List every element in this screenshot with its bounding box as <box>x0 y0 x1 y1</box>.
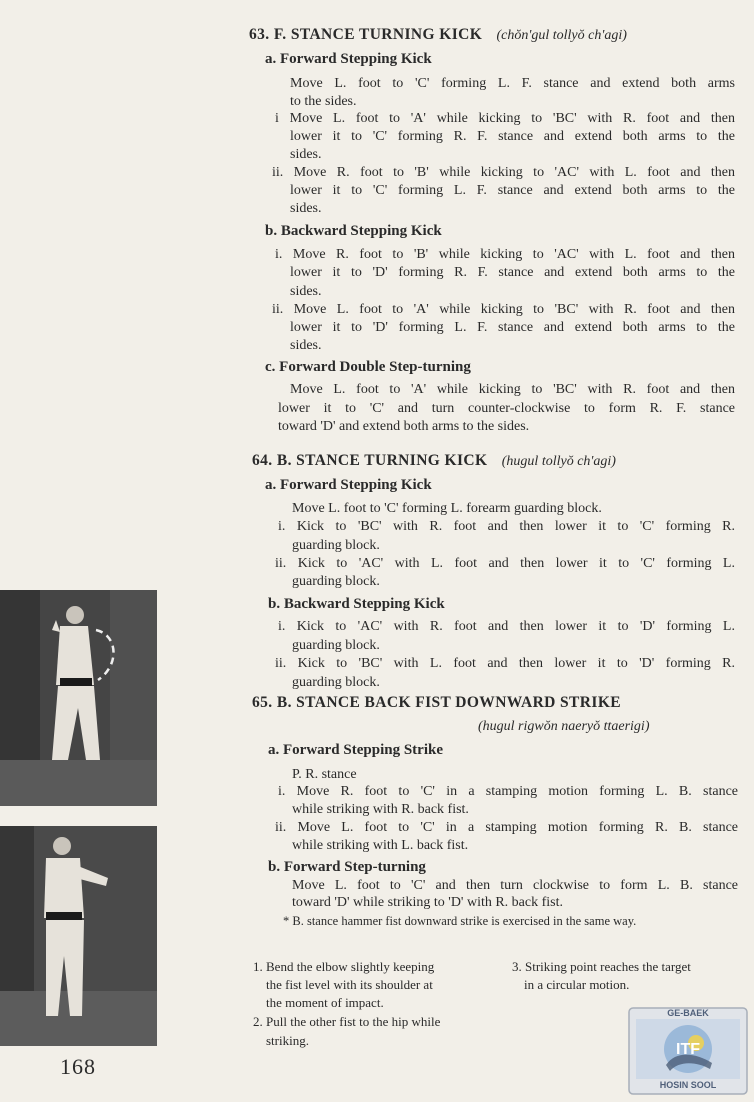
s63-b-title: b. Backward Stepping Kick <box>265 223 442 239</box>
s64-b-title: b. Backward Stepping Kick <box>268 596 445 612</box>
footnote-3-line1: 3. Striking point reaches the target <box>512 959 691 974</box>
footnote-3-line2: in a circular motion. <box>524 977 630 992</box>
s65-a-line1: P. R. stance <box>292 767 357 782</box>
s64-a-line3: guarding block. <box>292 538 380 553</box>
s65-b-title: b. Forward Step-turning <box>268 859 426 875</box>
section-63-romanization: (chŏn'gul tollyŏ ch'agi) <box>496 28 627 43</box>
s63-a-line3: i Move L. foot to 'A' while kicking to 'BC' with R. foot and then <box>275 111 735 126</box>
ge-baek-logo <box>626 1005 750 1097</box>
section-64-heading <box>252 452 616 470</box>
s65-a-line4: ii. Move L. foot to 'C' in a stamping motion forming R. B. stance <box>275 820 738 835</box>
section-64-romanization: (hugul tollyŏ ch'agi) <box>501 454 616 469</box>
s63-a-line4: lower it to 'C' forming R. F. stance and extend both arms to the <box>290 129 735 144</box>
footnote-2-line2: striking. <box>266 1033 309 1048</box>
footnote-2-line1: 2. Pull the other fist to the hip while <box>253 1014 441 1029</box>
s63-b-line3: sides. <box>290 284 322 299</box>
s64-b-line4: guarding block. <box>292 675 380 690</box>
section-63-heading <box>249 26 627 44</box>
s64-a-line2: i. Kick to 'BC' with R. foot and then lower it to 'C' forming R. <box>278 519 735 534</box>
s64-a-line4: ii. Kick to 'AC' with L. foot and then lower it to 'C' forming L. <box>275 556 735 571</box>
s64-a-line5: guarding block. <box>292 574 380 589</box>
section-63-title: 63. F. STANCE TURNING KICK <box>249 26 483 43</box>
page-number: 168 <box>60 1054 96 1079</box>
s63-b-line4: ii. Move L. foot to 'A' while kicking to 'BC' with R. foot and then <box>272 302 735 317</box>
logo-text-bottom: HOSIN SOOL <box>659 1080 717 1090</box>
s63-a-line8: sides. <box>290 201 322 216</box>
s65-b-line2: toward 'D' while striking to 'D' with R. back fist. <box>292 895 564 910</box>
s65-a-line2: i. Move R. foot to 'C' in a stamping motion forming L. B. stance <box>278 784 738 799</box>
s63-c-line3: toward 'D' and extend both arms to the sides. <box>278 419 530 434</box>
photo-turning-strike <box>0 590 157 806</box>
s63-b-line6: sides. <box>290 338 322 353</box>
photo-figure-1 <box>0 590 157 806</box>
s64-a-line1: Move L. foot to 'C' forming L. forearm guarding block. <box>292 501 602 516</box>
s64-a-title: a. Forward Stepping Kick <box>265 477 432 493</box>
s63-c-line2: lower it to 'C' and turn counter-clockwise to form R. F. stance <box>278 401 735 416</box>
s64-b-line1: i. Kick to 'AC' with R. foot and then lower it to 'D' forming L. <box>278 619 735 634</box>
s63-a-line5: sides. <box>290 147 322 162</box>
footnote-1-line1: 1. Bend the elbow slightly keeping <box>253 959 435 974</box>
s63-a-line7: lower it to 'C' forming L. F. stance and extend both arms to the <box>290 183 735 198</box>
s63-a-line6: ii. Move R. foot to 'B' while kicking to 'AC' with L. foot and then <box>272 165 735 180</box>
section-65-romanization: (hugul rigwŏn naeryŏ ttaerigi) <box>478 719 650 734</box>
photo-step-turning <box>0 826 157 1046</box>
s65-a-title: a. Forward Stepping Strike <box>268 742 444 758</box>
s64-b-line2: guarding block. <box>292 638 380 653</box>
footnote-1-line2: the fist level with its shoulder at <box>266 977 433 992</box>
s63-a-line1: Move L. foot to 'C' forming L. F. stance and extend both arms <box>290 76 735 91</box>
s63-a-line2: to the sides. <box>290 94 357 109</box>
s65-b-line1: Move L. foot to 'C' and then turn clockwise to form L. B. stance <box>292 878 738 893</box>
s63-b-line2: lower it to 'D' forming R. F. stance and extend both arms to the <box>290 265 735 280</box>
s63-b-line5: lower it to 'D' forming L. F. stance and extend both arms to the <box>290 320 735 335</box>
s63-c-title: c. Forward Double Step-turning <box>265 359 471 375</box>
s65-a-line5: while striking with L. back fist. <box>292 838 469 853</box>
s63-b-line1: i. Move R. foot to 'B' while kicking to 'AC' with L. foot and then <box>275 247 735 262</box>
s64-b-line3: ii. Kick to 'BC' with L. foot and then lower it to 'D' forming R. <box>275 656 735 671</box>
section-65-title: 65. B. STANCE BACK FIST DOWNWARD STRIKE <box>252 694 622 711</box>
footnote-1-line3: the moment of impact. <box>266 995 384 1010</box>
s65-note: * B. stance hammer fist downward strike is exercised in the same way. <box>283 914 637 928</box>
s65-a-line3: while striking with R. back fist. <box>292 802 469 817</box>
photo-figure-2 <box>0 826 157 1046</box>
section-64-title: 64. B. STANCE TURNING KICK <box>252 452 488 469</box>
s63-a-title: a. Forward Stepping Kick <box>265 51 432 67</box>
logo-text-middle: ITF <box>676 1041 700 1058</box>
logo-text-top: GE-BAEK <box>667 1008 709 1018</box>
s63-c-line1: Move L. foot to 'A' while kicking to 'BC' with R. foot and then <box>290 382 735 397</box>
